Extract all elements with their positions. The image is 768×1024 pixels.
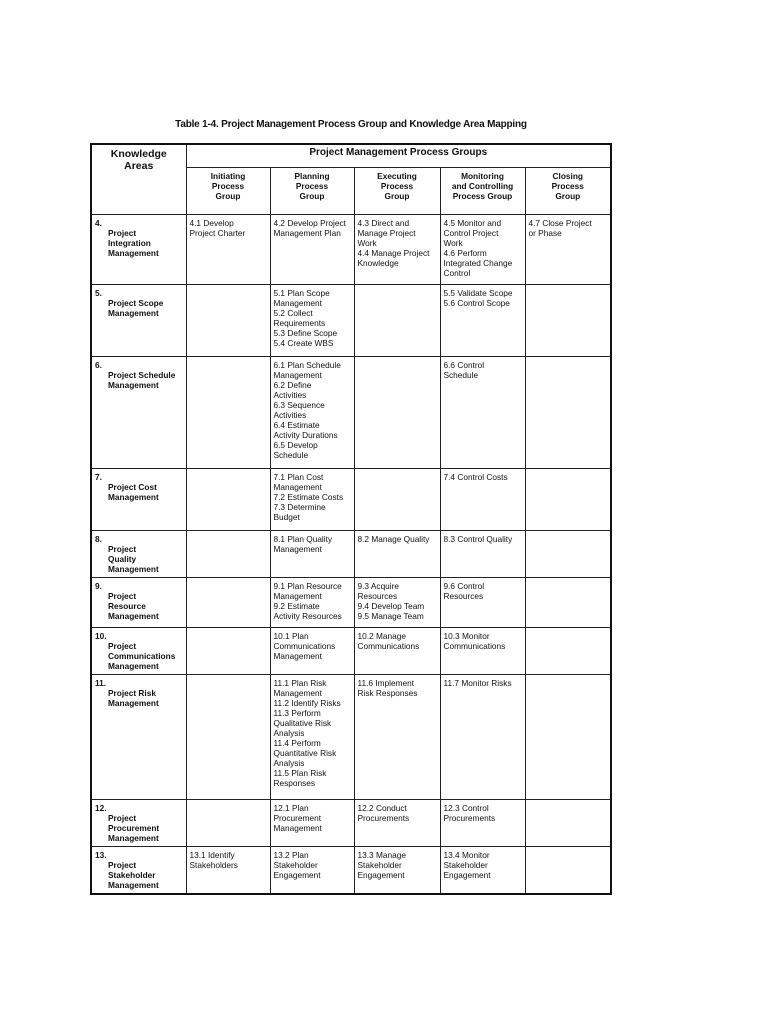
process-list: 12.1 Plan Procurement Management <box>273 803 322 833</box>
process-list: 4.1 Develop Project Charter <box>189 218 246 238</box>
knowledge-area-cell: 11. Project Risk Management <box>91 675 186 800</box>
process-list: 11.7 Monitor Risks <box>443 678 512 688</box>
process-list: 12.2 Conduct Procurements <box>357 803 410 823</box>
knowledge-area-cell: 7. Project Cost Management <box>91 469 186 531</box>
monitoring-cell <box>440 675 525 800</box>
process-list: 6.6 Control Schedule <box>443 360 485 380</box>
process-list: 5.5 Validate Scope 5.6 Control Scope <box>443 288 513 308</box>
executing-cell <box>354 531 440 578</box>
table-row <box>91 215 611 285</box>
process-list: 10.2 Manage Communications <box>357 631 420 651</box>
group-banner-row <box>91 144 611 168</box>
initiating-cell <box>186 285 270 357</box>
initiating-cell <box>186 800 270 847</box>
process-list: 10.1 Plan Communications Management <box>273 631 336 661</box>
planning-cell <box>270 215 354 285</box>
knowledge-area-name: Project Cost Management <box>108 482 159 502</box>
knowledge-area-cell: 13. Project Stakeholder Management <box>91 847 186 895</box>
planning-cell <box>270 800 354 847</box>
process-list: 9.3 Acquire Resources 9.4 Develop Team 9.5 Manage Team <box>357 581 425 621</box>
process-list: 5.1 Plan Scope Management 5.2 Collect Requirements 5.3 Define Scope 5.4 Create WBS <box>273 288 338 348</box>
header-executing <box>354 168 440 215</box>
initiating-cell <box>186 675 270 800</box>
header-closing <box>525 168 611 215</box>
process-list: 7.4 Control Costs <box>443 472 508 482</box>
process-list: 4.2 Develop Project Management Plan <box>273 218 346 238</box>
executing-cell <box>354 215 440 285</box>
knowledge-area-name: Project Resource Management <box>108 591 159 621</box>
closing-cell <box>525 675 611 800</box>
header-monitoring-text: Monitoring and Controlling Process Group <box>451 171 514 201</box>
monitoring-cell <box>440 215 525 285</box>
header-initiating-text: Initiating Process Group <box>210 171 246 201</box>
process-list: 11.6 Implement Risk Responses <box>357 678 418 698</box>
planning-cell <box>270 357 354 469</box>
initiating-cell <box>186 357 270 469</box>
monitoring-cell <box>440 531 525 578</box>
knowledge-area-name: Project Integration Management <box>108 228 159 258</box>
closing-cell <box>525 215 611 285</box>
table-row <box>91 628 611 675</box>
initiating-cell <box>186 847 270 895</box>
knowledge-area-name: Project Communications Management <box>108 641 176 671</box>
monitoring-cell <box>440 628 525 675</box>
monitoring-cell <box>440 285 525 357</box>
table-row <box>91 847 611 895</box>
planning-cell <box>270 285 354 357</box>
process-list: 6.1 Plan Schedule Management 6.2 Define Activities 6.3 Sequence Activities 6.4 Estimate Activity Durations 6.5 Develop Schedule <box>273 360 341 460</box>
planning-cell <box>270 531 354 578</box>
initiating-cell <box>186 578 270 628</box>
knowledge-area-cell: 12. Project Procurement Management <box>91 800 186 847</box>
header-planning <box>270 168 354 215</box>
monitoring-cell <box>440 578 525 628</box>
planning-cell <box>270 628 354 675</box>
process-list: 7.1 Plan Cost Management 7.2 Estimate Costs 7.3 Determine Budget <box>273 472 344 522</box>
process-list: 13.3 Manage Stakeholder Engagement <box>357 850 406 880</box>
executing-cell <box>354 847 440 895</box>
closing-cell <box>525 531 611 578</box>
knowledge-area-cell: 6. Project Schedule Management <box>91 357 186 469</box>
closing-cell <box>525 847 611 895</box>
planning-cell <box>270 675 354 800</box>
closing-cell <box>525 285 611 357</box>
monitoring-cell <box>440 800 525 847</box>
planning-cell <box>270 847 354 895</box>
process-list: 9.6 Control Resources <box>443 581 485 601</box>
process-list: 8.2 Manage Quality <box>357 534 430 544</box>
executing-cell <box>354 357 440 469</box>
monitoring-cell <box>440 357 525 469</box>
header-executing-text: Executing Process Group <box>377 171 417 201</box>
knowledge-areas-header-text: Knowledge Areas <box>110 148 167 172</box>
knowledge-area-cell: 8. Project Quality Management <box>91 531 186 578</box>
executing-cell <box>354 578 440 628</box>
header-initiating <box>186 168 270 215</box>
knowledge-area-name: Project Quality Management <box>108 544 159 574</box>
executing-cell <box>354 285 440 357</box>
process-list: 11.1 Plan Risk Management 11.2 Identify Risks 11.3 Perform Qualitative Risk Analysis 11.4 Perform Quantitative Risk Analysis 11.5 Plan Risk Responses <box>273 678 341 788</box>
process-mapping-table <box>90 143 612 895</box>
process-list: 13.2 Plan Stakeholder Engagement <box>273 850 321 880</box>
executing-cell <box>354 628 440 675</box>
table-row <box>91 285 611 357</box>
process-list: 4.3 Direct and Manage Project Work 4.4 Manage Project Knowledge <box>357 218 430 268</box>
closing-cell <box>525 800 611 847</box>
initiating-cell <box>186 215 270 285</box>
monitoring-cell <box>440 847 525 895</box>
process-list: 13.1 Identify Stakeholders <box>189 850 238 870</box>
knowledge-area-name: Project Procurement Management <box>108 813 160 843</box>
table-row <box>91 675 611 800</box>
process-list: 8.1 Plan Quality Management <box>273 534 333 554</box>
closing-cell <box>525 357 611 469</box>
closing-cell <box>525 469 611 531</box>
initiating-cell <box>186 469 270 531</box>
knowledge-area-cell: 4. Project Integration Management <box>91 215 186 285</box>
header-planning-text: Planning Process Group <box>294 171 330 201</box>
executing-cell <box>354 800 440 847</box>
table-row <box>91 578 611 628</box>
executing-cell <box>354 469 440 531</box>
table-row <box>91 531 611 578</box>
initiating-cell <box>186 628 270 675</box>
knowledge-area-name: Project Risk Management <box>108 688 159 708</box>
table-title: Table 1-4. Project Management Process Group and Knowledge Area Mapping <box>175 119 527 130</box>
knowledge-area-cell: 5. Project Scope Management <box>91 285 186 357</box>
process-groups-banner: Project Management Process Groups <box>186 144 611 168</box>
knowledge-area-name: Project Scope Management <box>108 298 164 318</box>
table-row <box>91 800 611 847</box>
process-list: 12.3 Control Procurements <box>443 803 496 823</box>
knowledge-area-name: Project Schedule Management <box>108 370 176 390</box>
header-monitoring <box>440 168 525 215</box>
header-closing-text: Closing Process Group <box>551 171 584 201</box>
process-list: 9.1 Plan Resource Management 9.2 Estimate Activity Resources <box>273 581 342 621</box>
process-list: 13.4 Monitor Stakeholder Engagement <box>443 850 491 880</box>
process-list: 8.3 Control Quality <box>443 534 513 544</box>
table-row <box>91 469 611 531</box>
table-row <box>91 357 611 469</box>
executing-cell <box>354 675 440 800</box>
process-list: 4.5 Monitor and Control Project Work 4.6 Perform Integrated Change Control <box>443 218 513 278</box>
initiating-cell <box>186 531 270 578</box>
knowledge-area-cell: 10. Project Communications Management <box>91 628 186 675</box>
closing-cell <box>525 628 611 675</box>
process-list: 10.3 Monitor Communications <box>443 631 506 651</box>
knowledge-area-cell: 9. Project Resource Management <box>91 578 186 628</box>
process-list: 4.7 Close Project or Phase <box>528 218 592 238</box>
planning-cell <box>270 578 354 628</box>
monitoring-cell <box>440 469 525 531</box>
knowledge-area-name: Project Stakeholder Management <box>108 860 159 890</box>
knowledge-areas-header <box>91 144 186 215</box>
planning-cell <box>270 469 354 531</box>
closing-cell <box>525 578 611 628</box>
